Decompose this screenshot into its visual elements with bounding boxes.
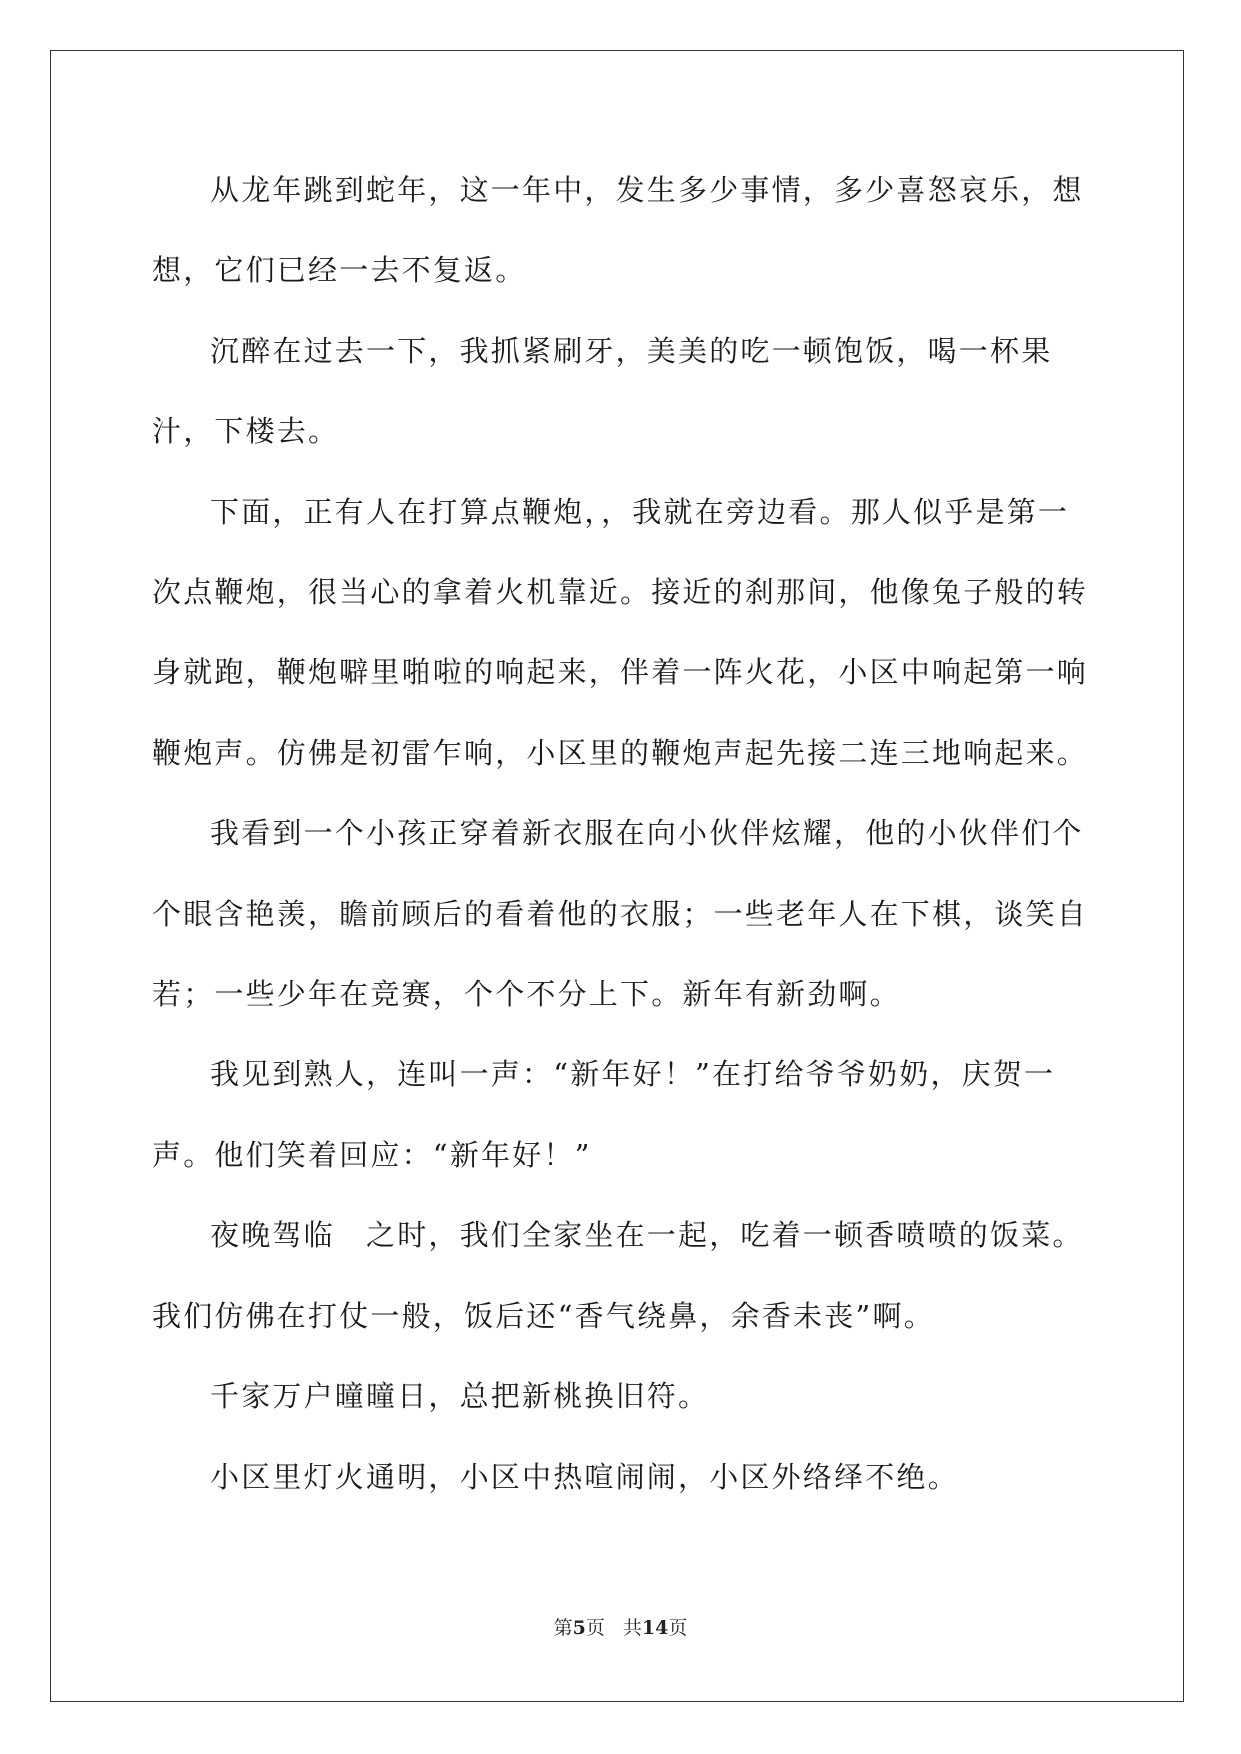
page-prefix: 第: [553, 1617, 573, 1639]
paragraph: 我见到熟人，连叫一声：“新年好！”在打给爷爷奶奶，庆贺一声。他们笑着回应：“新年好！”: [152, 1057, 1056, 1172]
total-pages: 14: [641, 1617, 669, 1639]
paragraph: 小区里灯火通明，小区中热喧闹闹，小区外络绎不绝。: [210, 1459, 959, 1494]
page-number: 5: [572, 1617, 586, 1639]
paragraph: 从龙年跳到蛇年，这一年中，发生多少事情，多少喜怒哀乐，想想，它们已经一去不复返。: [152, 173, 1084, 288]
paragraph: 下面，正有人在打算点鞭炮，，我就在旁边看。那人似乎是第一次点鞭炮，很当心的拿着火机靠近。接近的刹那间，他像兔子般的转身就跑，鞭炮噼里啪啦的响起来，伴着一阵火花，小区中响起第一响鞭炮声。仿佛是初雷乍响，小区里的鞭炮声起先接二连三地响起来。: [152, 494, 1089, 770]
page-footer: [0, 1616, 1241, 1640]
page-suffix: 页: [585, 1617, 605, 1639]
paragraph: 夜晚驾临 之时，我们全家坐在一起，吃着一顿香喷喷的饭菜。我们仿佛在打仗一般，饭后还“香气绕鼻，余香未丧”啊。: [152, 1218, 1084, 1333]
paragraph: 千家万户曈曈日，总把新桃换旧符。: [210, 1379, 710, 1414]
total-prefix: 共: [622, 1617, 642, 1639]
document-body: [152, 150, 1094, 1517]
total-suffix: 页: [668, 1617, 688, 1639]
paragraph: 我看到一个小孩正穿着新衣服在向小伙伴炫耀，他的小伙伴们个个眼含艳羡，瞻前顾后的看着他的衣服；一些老年人在下棋，谈笑自若；一些少年在竞赛，个个不分上下。新年有新劲啊。: [152, 816, 1089, 1012]
paragraph: 沉醉在过去一下，我抓紧刷牙，美美的吃一顿饱饭，喝一杯果汁，下楼去。: [152, 333, 1053, 449]
